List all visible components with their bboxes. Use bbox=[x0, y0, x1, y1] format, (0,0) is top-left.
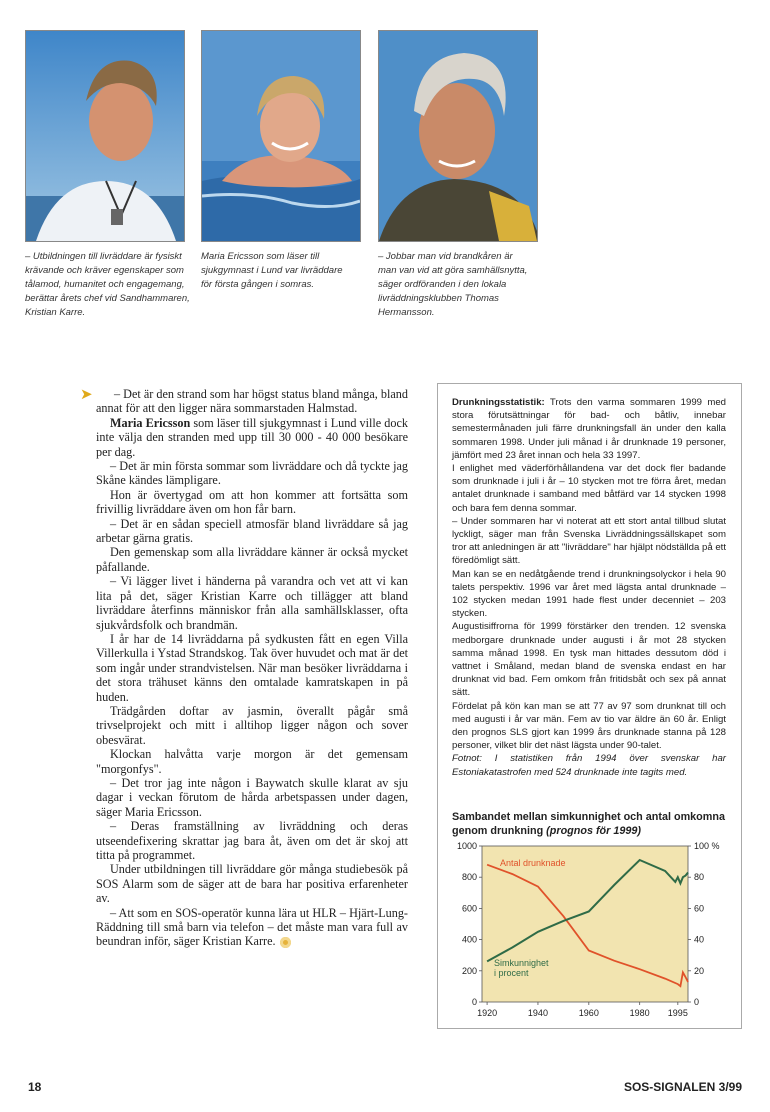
arrow-bullet-icon: ➤ bbox=[80, 385, 93, 403]
drowning-swimming-chart bbox=[448, 840, 738, 1020]
photo-kristian-karre bbox=[25, 30, 185, 242]
y-right-tick-label: 60 bbox=[694, 903, 705, 914]
stat-paragraph: – Under sommaren har vi noterat att ett stort antal tillbud slutat lyckligt, säger man från Svenska Livräddningssällskapet som tror att anledningen är att "livräddare" har hjälpt nödställda på ett föredömligt sätt. bbox=[452, 515, 727, 567]
x-tick-label: 1920 bbox=[477, 1008, 498, 1018]
y-right-tick-label: 40 bbox=[694, 934, 705, 945]
y-left-tick-label: 800 bbox=[461, 872, 477, 883]
stat-paragraph: Fördelat på kön kan man se att 77 av 97 som drunknat till och med augusti i år var män. Fem av tio var äldre än 60 år. Enligt den prognos SLS gjort kan 1999 års drunknade stanna på 128 personer, vilket blir det näst lägsta under 90-talet. bbox=[452, 700, 726, 752]
article-paragraph: – Det är min första sommar som livräddare och då tyckte jag Skåne kändes lämpligare. bbox=[96, 459, 408, 488]
portrait-image bbox=[26, 31, 184, 241]
stat-text: Trots den varma sommaren 1999 med stora förutsättningar för bad- och båtliv, innebar semestermånaden juli färre drunkningsfall än under den kalla sommaren 1998. Under juli månad i år drunknade 19 personer, jämfört med 23 året innan och hela 33 1997. bbox=[452, 397, 726, 461]
article-body bbox=[96, 387, 408, 949]
stat-paragraph: I enlighet med väderförhållandena var det dock fler badande som drunknade i juli i år – 10 stycken mot tre förra året, medan antalet drunknade i samband med båtfärd var 14 stycken 1998 och bara fem denna sommar. bbox=[452, 463, 726, 514]
magazine-issue: SOS-SIGNALEN 3/99 bbox=[623, 1080, 742, 1094]
photo-maria-ericsson bbox=[201, 30, 361, 242]
article-paragraph: – Deras framställning av livräddning och deras utseendefixering skrattar jag bara åt, även om det är skoj att titta på programmet. bbox=[96, 819, 408, 862]
article-paragraph: Trädgården doftar av jasmin, överallt pågår små trivselprojekt och mitt i alltihop ligger någon och sover obesvärat. bbox=[96, 703, 408, 747]
photo-thomas-hermansson bbox=[378, 30, 538, 242]
y-right-tick-label: 20 bbox=[694, 965, 705, 976]
x-tick-label: 1995 bbox=[667, 1008, 688, 1018]
left-axis bbox=[457, 841, 477, 1007]
stat-footnote: Fotnot: I statistiken från 1994 över svenskar har Estoniakatastrofen med 524 drunknade inte tagits med. bbox=[452, 753, 726, 778]
series-label-drowned: Antal drunknade bbox=[500, 858, 566, 868]
article-paragraph bbox=[96, 416, 408, 459]
article-text: som läser till sjukgymnast i Lund ville dock inte välja den stranden med upp till 30 000 - 40 000 besökare per dag. bbox=[96, 415, 408, 459]
series-label-swimming: Simkunnighet bbox=[494, 958, 549, 968]
article-paragraph: – Det tror jag inte någon i Baywatch skulle klarat av sju dagar i veckan förutom de hårda arbetspassen under dagen, säger Maria Ericsson. bbox=[96, 775, 408, 819]
article-paragraph: I år har de 14 livräddarna på sydkusten fått en egen Villa Villerkulla i Ystad Strandskog. Tak över huvudet och mat är det som ingår under strandvistelsen. När man besöker livräddarna i det stora trähuset känns den omtalade kamratskapen in på huden. bbox=[96, 631, 408, 704]
article-paragraph: Under utbildningen till livräddare gör många studiebesök på SOS Alarm som de säger att de bara har positiva erfarenheter av. bbox=[96, 862, 408, 906]
article-paragraph: Klockan halvåtta varje morgon är det gemensam "morgonfys". bbox=[96, 747, 408, 776]
article-paragraph bbox=[96, 906, 408, 949]
chart-title-text: Sambandet mellan simkunnighet och antal omkomna genom drunkning bbox=[452, 811, 725, 837]
series-label-swimming-unit: i procent bbox=[494, 968, 529, 978]
y-left-tick-label: 1000 bbox=[456, 841, 477, 851]
stat-paragraph bbox=[452, 396, 726, 462]
stat-paragraph: Augustisiffrorna för 1999 förstärker den trenden. 12 svenska medborgare drunknade under augusti i år mot 28 stycken samma månad 1998. En tysk man hittades dessutom död i vattnet i Småland, medan bland de svenska endast en har drunknat vid bad. Fem omkom från fritidsbåt och sex på annat sätt. bbox=[452, 621, 726, 699]
plot-area bbox=[482, 846, 688, 1002]
right-axis bbox=[694, 841, 720, 1007]
x-axis bbox=[477, 1008, 688, 1018]
x-tick-label: 1980 bbox=[629, 1008, 650, 1018]
y-left-tick-label: 400 bbox=[461, 934, 477, 945]
y-right-tick-label: 80 bbox=[694, 872, 705, 883]
y-left-tick-label: 0 bbox=[471, 997, 477, 1007]
photo-caption-1: – Utbildningen till livräddare är fysiskt krävande och kräver egenskaper som tålamod, humanitet och engagemang, berättar årets chef vid Sandhammaren, Kristian Karre. bbox=[25, 251, 190, 318]
swimmer-image bbox=[202, 31, 360, 241]
photo-caption-2: Maria Ericsson som läser till sjukgymnast i Lund var livräddare för första gången i somras. bbox=[201, 251, 343, 290]
x-tick-label: 1940 bbox=[527, 1008, 548, 1018]
article-paragraph: Hon är övertygad om att hon kommer att fortsätta som frivillig livräddare även om hon får barn. bbox=[96, 487, 408, 517]
article-text: – Att som en SOS-operatör kunna lära ut HLR – Hjärt-Lung-Räddning till små barn via telefon – det måste man vara full av beundran inför, säger Kristian Karre. bbox=[96, 905, 408, 949]
chart-subtitle: (prognos för 1999) bbox=[546, 825, 641, 837]
y-left-tick-label: 600 bbox=[461, 903, 477, 914]
portrait-image bbox=[379, 31, 537, 241]
y-left-tick-label: 200 bbox=[461, 965, 477, 976]
article-paragraph: – Det är den strand som har högst status bland många, bland annat för att den ligger nära sommarstaden Halmstad. bbox=[96, 387, 408, 416]
article-paragraph: Den gemenskap som alla livräddare känner är också mycket påfallande. bbox=[96, 545, 408, 574]
drowning-statistics bbox=[452, 396, 726, 779]
article-paragraph: – Det är en sådan speciell atmosfär bland livräddare så jag arbetar gärna gratis. bbox=[96, 516, 408, 546]
y-right-tick-label: 0 bbox=[694, 997, 700, 1007]
article-paragraph: – Vi lägger livet i händerna på varandra och vet att vi kan lita på det, säger Kristian Karre och tillägger att bland livräddare återfinns människor från alla samhällsklasser, ofta sjukvårdsfolk och brandmän. bbox=[96, 574, 408, 632]
stat-paragraph: Man kan se en nedåtgående trend i drunkningsolyckor i hela 90 talets perspektiv. 1996 var året med lägsta antal drunknade – 102 stycken medan 1991 hade flest under decenniet – 203 stycken. bbox=[452, 568, 726, 620]
photo-caption-3: – Jobbar man vid brandkåren är man van vid att göra samhällsnytta, säger ordföranden i den lokala livräddningsklubben Thomas Hermansson. bbox=[378, 251, 528, 318]
y-right-tick-label: 100 % bbox=[694, 841, 720, 851]
stat-heading: Drunkningsstatistik: bbox=[452, 397, 545, 408]
person-name: Maria Ericsson bbox=[110, 415, 191, 430]
end-mark-icon bbox=[280, 937, 291, 948]
x-tick-label: 1960 bbox=[578, 1008, 599, 1018]
chart-title bbox=[452, 810, 732, 838]
page-number: 18 bbox=[28, 1080, 42, 1094]
